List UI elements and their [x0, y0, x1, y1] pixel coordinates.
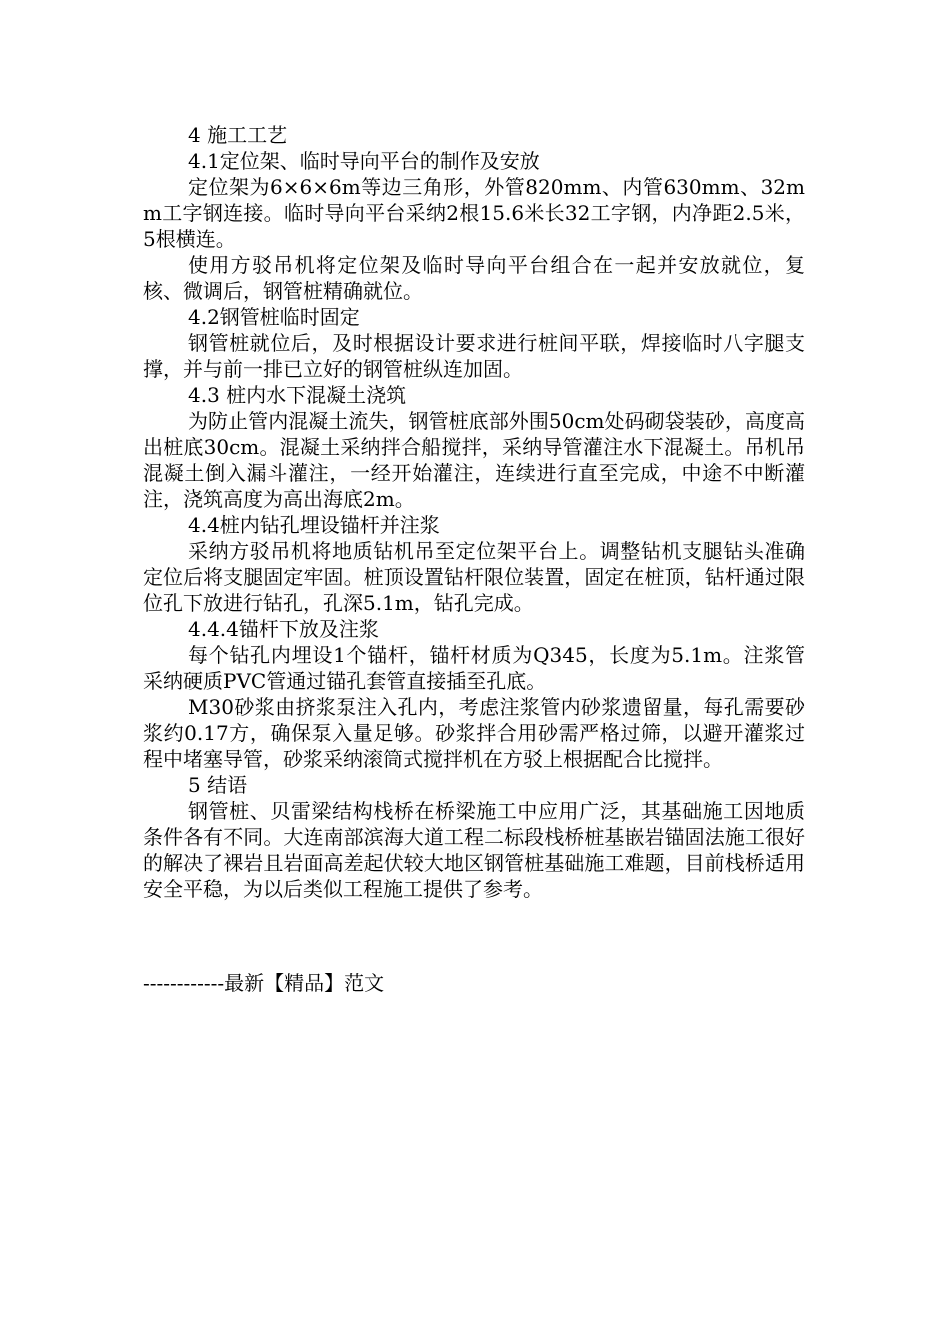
subsection-heading-4-2: 4.2钢管桩临时固定 [188, 305, 360, 329]
paragraph-4-2: 钢管桩就位后，及时根据设计要求进行桩间平联，焊接临时八字腿支撑，并与前一排已立好的钢管桩纵连加固。 [143, 331, 805, 381]
subsection-heading-4-4-4: 4.4.4锚杆下放及注浆 [188, 617, 379, 641]
footer-label: ------------最新【精品】范文 [143, 971, 385, 995]
section-heading-5: 5 结语 [188, 773, 248, 797]
paragraph-4-4-4-a: 每个钻孔内埋设1个锚杆，锚杆材质为Q345，长度为5.1m。注浆管采纳硬质PVC管通过锚孔套管直接插至孔底。 [143, 643, 805, 693]
paragraph-5: 钢管桩、贝雷梁结构栈桥在桥梁施工中应用广泛，其基础施工因地质条件各有不同。大连南部滨海大道工程二标段栈桥桩基嵌岩锚固法施工很好的解决了裸岩且岩面高差起伏较大地区钢管桩基础施工难题，目前栈桥适用安全平稳，为以后类似工程施工提供了参考。 [143, 799, 805, 901]
paragraph-4-4-4-b: M30砂浆由挤浆泵注入孔内，考虑注浆管内砂浆遗留量，每孔需要砂浆约0.17方，确保泵入量足够。砂浆拌合用砂需严格过筛，以避开灌浆过程中堵塞导管，砂浆采纳滚筒式搅拌机在方驳上根据配合比搅拌。 [143, 695, 805, 771]
subsection-heading-4-1: 4.1定位架、临时导向平台的制作及安放 [188, 149, 540, 173]
section-heading-4: 4 施工工艺 [188, 123, 288, 147]
subsection-heading-4-3: 4.3 桩内水下混凝土浇筑 [188, 383, 407, 407]
paragraph-4-4: 采纳方驳吊机将地质钻机吊至定位架平台上。调整钻机支腿钻头准确定位后将支腿固定牢固。桩顶设置钻杆限位装置，固定在桩顶，钻杆通过限位孔下放进行钻孔，孔深5.1m，钻孔完成。 [143, 539, 805, 615]
paragraph-4-3: 为防止管内混凝土流失，钢管桩底部外围50cm处码砌袋装砂，高度高出桩底30cm。混凝土采纳拌合船搅拌，采纳导管灌注水下混凝土。吊机吊混凝土倒入漏斗灌注，一经开始灌注，连续进行直至完成，中途不中断灌注，浇筑高度为高出海底2m。 [143, 409, 805, 511]
document-body [143, 122, 805, 902]
paragraph-4-1-a: 定位架为6×6×6m等边三角形，外管820mm、内管630mm、32mm工字钢连接。临时导向平台采纳2根15.6米长32工字钢，内净距2.5米，5根横连。 [143, 175, 805, 251]
subsection-heading-4-4: 4.4桩内钻孔埋设锚杆并注浆 [188, 513, 440, 537]
paragraph-4-1-b: 使用方驳吊机将定位架及临时导向平台组合在一起并安放就位，复核、微调后，钢管桩精确就位。 [143, 253, 805, 303]
